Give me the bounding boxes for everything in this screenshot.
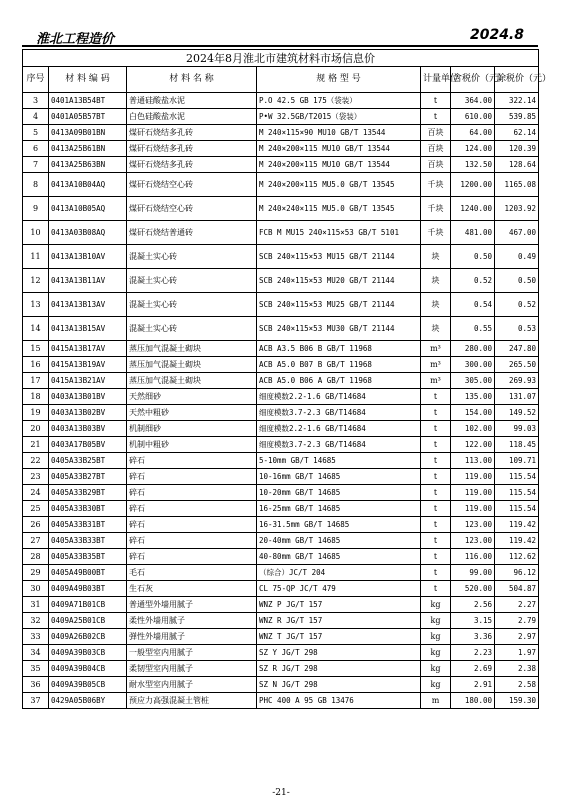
spec-model-cell: M 240×200×115 MU5.0 GB/T 13545 xyxy=(257,173,421,197)
material-name-cell: 天然细砂 xyxy=(127,389,257,405)
spec-model-cell: 10-16mm GB/T 14685 xyxy=(257,469,421,485)
table-row xyxy=(23,453,539,469)
table-body xyxy=(23,93,539,709)
material-code-cell: 0405A33B35BT xyxy=(49,549,127,565)
row-number-cell: 30 xyxy=(23,581,49,597)
unit-cell: 千块 xyxy=(421,221,451,245)
row-number-cell: 25 xyxy=(23,501,49,517)
unit-cell: 百块 xyxy=(421,157,451,173)
material-code-cell: 0405A33B31BT xyxy=(49,517,127,533)
row-number-cell: 3 xyxy=(23,93,49,109)
unit-cell: 千块 xyxy=(421,197,451,221)
unit-cell: t xyxy=(421,93,451,109)
unit-cell: m³ xyxy=(421,357,451,373)
price-with-tax-cell: 300.00 xyxy=(451,357,495,373)
spec-model-cell: 20-40mm GB/T 14685 xyxy=(257,533,421,549)
spec-model-cell: 16-25mm GB/T 14685 xyxy=(257,501,421,517)
material-name-cell: 柔韧型室内用腻子 xyxy=(127,661,257,677)
price-without-tax-cell: 269.93 xyxy=(495,373,539,389)
row-number-cell: 21 xyxy=(23,437,49,453)
price-with-tax-cell: 180.00 xyxy=(451,693,495,709)
material-name-cell: 碎石 xyxy=(127,549,257,565)
material-code-cell: 0403A13B02BV xyxy=(49,405,127,421)
table-row xyxy=(23,245,539,269)
row-number-cell: 19 xyxy=(23,405,49,421)
row-number-cell: 26 xyxy=(23,517,49,533)
material-code-cell: 0405A33B33BT xyxy=(49,533,127,549)
material-name-cell: 一般型室内用腻子 xyxy=(127,645,257,661)
table-row xyxy=(23,645,539,661)
price-with-tax-cell: 0.52 xyxy=(451,269,495,293)
row-number-cell: 35 xyxy=(23,661,49,677)
spec-model-cell: CL 75-QP JC/T 479 xyxy=(257,581,421,597)
unit-cell: t xyxy=(421,485,451,501)
table-row xyxy=(23,197,539,221)
material-code-cell: 0403A13B01BV xyxy=(49,389,127,405)
material-code-cell: 0413A03B08AQ xyxy=(49,221,127,245)
material-code-cell: 0409A71B01CB xyxy=(49,597,127,613)
spec-model-cell: 16-31.5mm GB/T 14685 xyxy=(257,517,421,533)
material-code-cell: 0413A13B15AV xyxy=(49,317,127,341)
price-without-tax-cell: 2.79 xyxy=(495,613,539,629)
material-code-cell: 0413A10B05AQ xyxy=(49,197,127,221)
row-number-cell: 6 xyxy=(23,141,49,157)
material-code-cell: 0415A13B21AV xyxy=(49,373,127,389)
material-name-cell: 普通型外墙用腻子 xyxy=(127,597,257,613)
material-name-cell: 耐水型室内用腻子 xyxy=(127,677,257,693)
price-without-tax-cell: 2.58 xyxy=(495,677,539,693)
spec-model-cell: M 240×115×90 MU10 GB/T 13544 xyxy=(257,125,421,141)
table-row xyxy=(23,485,539,501)
row-number-cell: 20 xyxy=(23,421,49,437)
unit-cell: t xyxy=(421,453,451,469)
price-with-tax-cell: 2.23 xyxy=(451,645,495,661)
material-name-cell: 弹性外墙用腻子 xyxy=(127,629,257,645)
spec-model-cell: WNZ T JG/T 157 xyxy=(257,629,421,645)
table-row xyxy=(23,109,539,125)
spec-model-cell: （综合）JC/T 204 xyxy=(257,565,421,581)
price-with-tax-cell: 124.00 xyxy=(451,141,495,157)
price-without-tax-cell: 539.85 xyxy=(495,109,539,125)
unit-cell: 块 xyxy=(421,293,451,317)
table-row xyxy=(23,469,539,485)
material-code-cell: 0413A10B04AQ xyxy=(49,173,127,197)
spec-model-cell: ACB A3.5 B06 B GB/T 11968 xyxy=(257,341,421,357)
table-row xyxy=(23,597,539,613)
material-name-cell: 煤矸石烧结多孔砖 xyxy=(127,141,257,157)
table-row xyxy=(23,549,539,565)
table-row xyxy=(23,293,539,317)
row-number-cell: 4 xyxy=(23,109,49,125)
price-with-tax-cell: 1200.00 xyxy=(451,173,495,197)
material-code-cell: 0415A13B17AV xyxy=(49,341,127,357)
table-row xyxy=(23,269,539,293)
price-without-tax-cell: 0.49 xyxy=(495,245,539,269)
unit-cell: 块 xyxy=(421,317,451,341)
table-row xyxy=(23,125,539,141)
material-name-cell: 预应力高强混凝土管桩 xyxy=(127,693,257,709)
price-without-tax-cell: 109.71 xyxy=(495,453,539,469)
price-without-tax-cell: 1203.92 xyxy=(495,197,539,221)
material-code-cell: 0409A25B01CB xyxy=(49,613,127,629)
unit-cell: t xyxy=(421,437,451,453)
unit-cell: t xyxy=(421,501,451,517)
table-row xyxy=(23,501,539,517)
price-without-tax-cell: 112.62 xyxy=(495,549,539,565)
price-without-tax-cell: 120.39 xyxy=(495,141,539,157)
col-header-code: 材 料 编 码 xyxy=(49,67,127,93)
material-name-cell: 混凝土实心砖 xyxy=(127,245,257,269)
spec-model-cell: P•W 32.5GB/T2015（袋装） xyxy=(257,109,421,125)
row-number-cell: 16 xyxy=(23,357,49,373)
row-number-cell: 22 xyxy=(23,453,49,469)
price-with-tax-cell: 123.00 xyxy=(451,533,495,549)
table-row xyxy=(23,157,539,173)
row-number-cell: 7 xyxy=(23,157,49,173)
price-without-tax-cell: 247.80 xyxy=(495,341,539,357)
material-name-cell: 混凝土实心砖 xyxy=(127,317,257,341)
material-code-cell: 0403A13B03BV xyxy=(49,421,127,437)
material-name-cell: 碎石 xyxy=(127,469,257,485)
spec-model-cell: 细度模数2.2-1.6 GB/T14684 xyxy=(257,389,421,405)
price-without-tax-cell: 467.00 xyxy=(495,221,539,245)
spec-model-cell: WNZ R JG/T 157 xyxy=(257,613,421,629)
spec-model-cell: SCB 240×115×53 MU25 GB/T 21144 xyxy=(257,293,421,317)
page-number: -21- xyxy=(272,788,290,798)
material-code-cell: 0405A49B00BT xyxy=(49,565,127,581)
table-title: 2024年8月淮北市建筑材料市场信息价 xyxy=(23,50,539,67)
spec-model-cell: P.O 42.5 GB 175（袋装） xyxy=(257,93,421,109)
row-number-cell: 31 xyxy=(23,597,49,613)
material-code-cell: 0429A05B06BY xyxy=(49,693,127,709)
table-row xyxy=(23,693,539,709)
price-without-tax-cell: 265.50 xyxy=(495,357,539,373)
price-without-tax-cell: 1.97 xyxy=(495,645,539,661)
row-number-cell: 28 xyxy=(23,549,49,565)
unit-cell: t xyxy=(421,549,451,565)
table-row xyxy=(23,629,539,645)
material-code-cell: 0413A25B63BN xyxy=(49,157,127,173)
table-row xyxy=(23,173,539,197)
spec-model-cell: M 240×240×115 MU5.0 GB/T 13545 xyxy=(257,197,421,221)
col-header-unit: 计量单位 xyxy=(421,67,451,93)
price-without-tax-cell: 504.87 xyxy=(495,581,539,597)
unit-cell: kg xyxy=(421,677,451,693)
table-row xyxy=(23,677,539,693)
material-code-cell: 0413A13B11AV xyxy=(49,269,127,293)
price-without-tax-cell: 118.45 xyxy=(495,437,539,453)
price-with-tax-cell: 2.56 xyxy=(451,597,495,613)
material-code-cell: 0401A05B57BT xyxy=(49,109,127,125)
price-without-tax-cell: 115.54 xyxy=(495,501,539,517)
price-with-tax-cell: 3.36 xyxy=(451,629,495,645)
spec-model-cell: SZ R JG/T 298 xyxy=(257,661,421,677)
price-without-tax-cell: 322.14 xyxy=(495,93,539,109)
price-with-tax-cell: 364.00 xyxy=(451,93,495,109)
material-name-cell: 碎石 xyxy=(127,501,257,517)
row-number-cell: 11 xyxy=(23,245,49,269)
material-name-cell: 混凝土实心砖 xyxy=(127,269,257,293)
price-with-tax-cell: 2.91 xyxy=(451,677,495,693)
price-without-tax-cell: 159.30 xyxy=(495,693,539,709)
spec-model-cell: SZ N JG/T 298 xyxy=(257,677,421,693)
spec-model-cell: SZ Y JG/T 298 xyxy=(257,645,421,661)
row-number-cell: 8 xyxy=(23,173,49,197)
material-name-cell: 煤矸石烧结空心砖 xyxy=(127,197,257,221)
table-row xyxy=(23,517,539,533)
material-code-cell: 0405A33B25BT xyxy=(49,453,127,469)
material-name-cell: 煤矸石烧结空心砖 xyxy=(127,173,257,197)
price-without-tax-cell: 96.12 xyxy=(495,565,539,581)
price-table xyxy=(22,49,552,709)
col-header-tax-price: 含税价（元） xyxy=(451,67,495,93)
table-row xyxy=(23,389,539,405)
issue-date: 2024.8 xyxy=(469,27,524,43)
material-code-cell: 0415A13B19AV xyxy=(49,357,127,373)
row-number-cell: 33 xyxy=(23,629,49,645)
material-code-cell: 0405A33B27BT xyxy=(49,469,127,485)
spec-model-cell: FCB M MU15 240×115×53 GB/T 5101 xyxy=(257,221,421,245)
unit-cell: kg xyxy=(421,645,451,661)
col-header-spec: 规 格 型 号 xyxy=(257,67,421,93)
unit-cell: m³ xyxy=(421,373,451,389)
unit-cell: 块 xyxy=(421,269,451,293)
row-number-cell: 12 xyxy=(23,269,49,293)
row-number-cell: 24 xyxy=(23,485,49,501)
price-with-tax-cell: 119.00 xyxy=(451,485,495,501)
row-number-cell: 15 xyxy=(23,341,49,357)
material-code-cell: 0413A09B01BN xyxy=(49,125,127,141)
price-without-tax-cell: 119.42 xyxy=(495,517,539,533)
row-number-cell: 23 xyxy=(23,469,49,485)
material-code-cell: 0409A39B05CB xyxy=(49,677,127,693)
unit-cell: t xyxy=(421,565,451,581)
price-with-tax-cell: 135.00 xyxy=(451,389,495,405)
row-number-cell: 36 xyxy=(23,677,49,693)
price-without-tax-cell: 62.14 xyxy=(495,125,539,141)
price-with-tax-cell: 481.00 xyxy=(451,221,495,245)
material-name-cell: 蒸压加气混凝土砌块 xyxy=(127,373,257,389)
row-number-cell: 5 xyxy=(23,125,49,141)
unit-cell: t xyxy=(421,469,451,485)
table-row xyxy=(23,357,539,373)
material-name-cell: 碎石 xyxy=(127,453,257,469)
price-without-tax-cell: 99.03 xyxy=(495,421,539,437)
material-code-cell: 0405A33B30BT xyxy=(49,501,127,517)
spec-model-cell: 40-80mm GB/T 14685 xyxy=(257,549,421,565)
price-with-tax-cell: 3.15 xyxy=(451,613,495,629)
price-without-tax-cell: 1165.08 xyxy=(495,173,539,197)
table-row xyxy=(23,373,539,389)
unit-cell: t xyxy=(421,581,451,597)
table-row xyxy=(23,405,539,421)
price-with-tax-cell: 154.00 xyxy=(451,405,495,421)
row-number-cell: 37 xyxy=(23,693,49,709)
spec-model-cell: 5-10mm GB/T 14685 xyxy=(257,453,421,469)
table-row xyxy=(23,421,539,437)
unit-cell: t xyxy=(421,405,451,421)
spec-model-cell: ACB A5.0 B06 A GB/T 11968 xyxy=(257,373,421,389)
price-with-tax-cell: 132.50 xyxy=(451,157,495,173)
unit-cell: m xyxy=(421,693,451,709)
material-code-cell: 0409A39B03CB xyxy=(49,645,127,661)
price-without-tax-cell: 115.54 xyxy=(495,469,539,485)
price-without-tax-cell: 2.97 xyxy=(495,629,539,645)
material-name-cell: 普通硅酸盐水泥 xyxy=(127,93,257,109)
table-row xyxy=(23,221,539,245)
table-row xyxy=(23,613,539,629)
unit-cell: t xyxy=(421,421,451,437)
row-number-cell: 27 xyxy=(23,533,49,549)
table-row xyxy=(23,533,539,549)
unit-cell: kg xyxy=(421,613,451,629)
material-code-cell: 0405A33B29BT xyxy=(49,485,127,501)
material-name-cell: 混凝土实心砖 xyxy=(127,293,257,317)
row-number-cell: 14 xyxy=(23,317,49,341)
header-rule xyxy=(22,45,538,47)
spec-model-cell: WNZ P JG/T 157 xyxy=(257,597,421,613)
price-without-tax-cell: 2.27 xyxy=(495,597,539,613)
material-code-cell: 0409A49B03BT xyxy=(49,581,127,597)
price-with-tax-cell: 280.00 xyxy=(451,341,495,357)
spec-model-cell: SCB 240×115×53 MU30 GB/T 21144 xyxy=(257,317,421,341)
row-number-cell: 29 xyxy=(23,565,49,581)
material-name-cell: 白色硅酸盐水泥 xyxy=(127,109,257,125)
unit-cell: 百块 xyxy=(421,125,451,141)
price-without-tax-cell: 119.42 xyxy=(495,533,539,549)
price-with-tax-cell: 0.50 xyxy=(451,245,495,269)
col-header-no: 序号 xyxy=(23,67,49,93)
material-name-cell: 碎石 xyxy=(127,517,257,533)
material-code-cell: 0401A13B54BT xyxy=(49,93,127,109)
price-without-tax-cell: 149.52 xyxy=(495,405,539,421)
table-row xyxy=(23,93,539,109)
spec-model-cell: SCB 240×115×53 MU20 GB/T 21144 xyxy=(257,269,421,293)
table-row xyxy=(23,661,539,677)
price-with-tax-cell: 0.54 xyxy=(451,293,495,317)
material-name-cell: 煤矸石烧结多孔砖 xyxy=(127,157,257,173)
price-with-tax-cell: 610.00 xyxy=(451,109,495,125)
material-code-cell: 0413A13B10AV xyxy=(49,245,127,269)
publication-title: 淮北工程造价 xyxy=(36,32,115,47)
unit-cell: kg xyxy=(421,661,451,677)
unit-cell: 千块 xyxy=(421,173,451,197)
price-with-tax-cell: 99.00 xyxy=(451,565,495,581)
material-name-cell: 煤矸石烧结普通砖 xyxy=(127,221,257,245)
unit-cell: kg xyxy=(421,597,451,613)
price-without-tax-cell: 0.52 xyxy=(495,293,539,317)
material-name-cell: 机制细砂 xyxy=(127,421,257,437)
material-code-cell: 0409A39B04CB xyxy=(49,661,127,677)
material-code-cell: 0409A26B02CB xyxy=(49,629,127,645)
spec-model-cell: PHC 400 A 95 GB 13476 xyxy=(257,693,421,709)
unit-cell: 块 xyxy=(421,245,451,269)
price-without-tax-cell: 115.54 xyxy=(495,485,539,501)
material-name-cell: 毛石 xyxy=(127,565,257,581)
spec-model-cell: 细度模数2.2-1.6 GB/T14684 xyxy=(257,421,421,437)
price-with-tax-cell: 64.00 xyxy=(451,125,495,141)
row-number-cell: 34 xyxy=(23,645,49,661)
material-name-cell: 碎石 xyxy=(127,533,257,549)
material-name-cell: 煤矸石烧结多孔砖 xyxy=(127,125,257,141)
spec-model-cell: M 240×200×115 MU10 GB/T 13544 xyxy=(257,157,421,173)
material-code-cell: 0413A13B13AV xyxy=(49,293,127,317)
material-name-cell: 生石灰 xyxy=(127,581,257,597)
material-name-cell: 柔性外墙用腻子 xyxy=(127,613,257,629)
price-without-tax-cell: 131.07 xyxy=(495,389,539,405)
row-number-cell: 18 xyxy=(23,389,49,405)
spec-model-cell: 10-20mm GB/T 14685 xyxy=(257,485,421,501)
price-with-tax-cell: 305.00 xyxy=(451,373,495,389)
material-name-cell: 机制中粗砂 xyxy=(127,437,257,453)
unit-cell: t xyxy=(421,517,451,533)
col-header-name: 材 料 名 称 xyxy=(127,67,257,93)
column-headers xyxy=(23,67,539,93)
spec-model-cell: M 240×200×115 MU10 GB/T 13544 xyxy=(257,141,421,157)
col-header-notax-price: 除税价（元） xyxy=(495,67,539,93)
table-row xyxy=(23,581,539,597)
price-with-tax-cell: 122.00 xyxy=(451,437,495,453)
row-number-cell: 13 xyxy=(23,293,49,317)
price-with-tax-cell: 119.00 xyxy=(451,469,495,485)
price-with-tax-cell: 113.00 xyxy=(451,453,495,469)
material-name-cell: 天然中粗砂 xyxy=(127,405,257,421)
unit-cell: m³ xyxy=(421,341,451,357)
price-with-tax-cell: 102.00 xyxy=(451,421,495,437)
spec-model-cell: SCB 240×115×53 MU15 GB/T 21144 xyxy=(257,245,421,269)
price-with-tax-cell: 2.69 xyxy=(451,661,495,677)
unit-cell: t xyxy=(421,389,451,405)
price-with-tax-cell: 116.00 xyxy=(451,549,495,565)
price-with-tax-cell: 0.55 xyxy=(451,317,495,341)
table-row xyxy=(23,341,539,357)
price-without-tax-cell: 0.53 xyxy=(495,317,539,341)
price-with-tax-cell: 123.00 xyxy=(451,517,495,533)
unit-cell: t xyxy=(421,109,451,125)
row-number-cell: 10 xyxy=(23,221,49,245)
price-with-tax-cell: 1240.00 xyxy=(451,197,495,221)
row-number-cell: 9 xyxy=(23,197,49,221)
unit-cell: kg xyxy=(421,629,451,645)
spec-model-cell: ACB A5.0 B07 B GB/T 11968 xyxy=(257,357,421,373)
unit-cell: t xyxy=(421,533,451,549)
table-row xyxy=(23,565,539,581)
unit-cell: 百块 xyxy=(421,141,451,157)
material-name-cell: 蒸压加气混凝土砌块 xyxy=(127,341,257,357)
spec-model-cell: 细度模数3.7-2.3 GB/T14684 xyxy=(257,405,421,421)
row-number-cell: 32 xyxy=(23,613,49,629)
table-row xyxy=(23,317,539,341)
spec-model-cell: 细度模数3.7-2.3 GB/T14684 xyxy=(257,437,421,453)
material-name-cell: 蒸压加气混凝土砌块 xyxy=(127,357,257,373)
material-code-cell: 0403A17B05BV xyxy=(49,437,127,453)
material-name-cell: 碎石 xyxy=(127,485,257,501)
table-row xyxy=(23,141,539,157)
material-code-cell: 0413A25B61BN xyxy=(49,141,127,157)
price-with-tax-cell: 119.00 xyxy=(451,501,495,517)
price-with-tax-cell: 520.00 xyxy=(451,581,495,597)
table-row xyxy=(23,437,539,453)
price-without-tax-cell: 128.64 xyxy=(495,157,539,173)
row-number-cell: 17 xyxy=(23,373,49,389)
price-without-tax-cell: 0.50 xyxy=(495,269,539,293)
price-without-tax-cell: 2.38 xyxy=(495,661,539,677)
